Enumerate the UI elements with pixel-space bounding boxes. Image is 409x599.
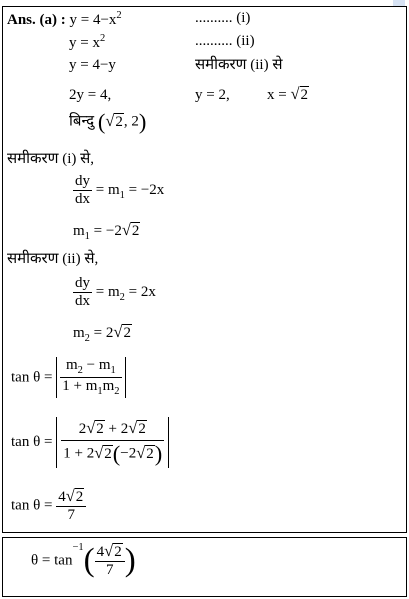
tan-formula: tan θ = $\frac{m_2 - m_1}{1 + m_1m_2}$	[11, 357, 126, 398]
y-value: y = 2,	[195, 87, 230, 103]
substitution-line: y = 4−y	[69, 57, 116, 73]
equation-2-tag: .......... (ii)	[195, 33, 255, 49]
solve-y-line: 2y = 4,	[69, 87, 112, 103]
slope-m2: $m_2 = 2√2$	[73, 322, 131, 344]
equation-1-tag: .......... (i)	[195, 10, 251, 26]
from-eq-2-note: समीकरण (ii) से	[195, 57, 283, 73]
derivative-1: $\frac{dy}{dx}$ = $m_1 = -2x$	[75, 173, 165, 208]
section-from-eq-1: समीकरण (i) से,	[7, 151, 95, 167]
section-from-eq-2: समीकरण (ii) से,	[7, 251, 99, 267]
tan-substituted: tan θ = $\frac{2√2 + 2√2}{1 + 2√2(-2√2)}$	[11, 417, 169, 468]
point-line: बिन्दु (√2, 2)	[69, 109, 147, 134]
equation-2: $y = x^2$	[69, 33, 106, 51]
x-value: x = √2	[267, 84, 309, 103]
point-label: बिन्दु	[69, 113, 95, 130]
tan-result: tan θ = $\frac{4√2}{7}$	[11, 487, 86, 525]
final-answer: $\theta = \tan^{-1}$( $\frac{4√2}{7}$ )	[31, 541, 136, 579]
equation-1: $y = 4-x^2$	[69, 10, 122, 28]
answer-line	[7, 10, 122, 29]
slope-m1: $m_1 = -2√2$	[73, 220, 140, 242]
sqrt-symbol: √2	[290, 84, 309, 103]
solution-box	[2, 6, 407, 533]
derivative-2: $\frac{dy}{dx}$ = $m_2 = 2x$	[75, 275, 156, 310]
answer-label: Ans. (a) :	[7, 12, 66, 28]
final-answer-box	[2, 537, 407, 597]
